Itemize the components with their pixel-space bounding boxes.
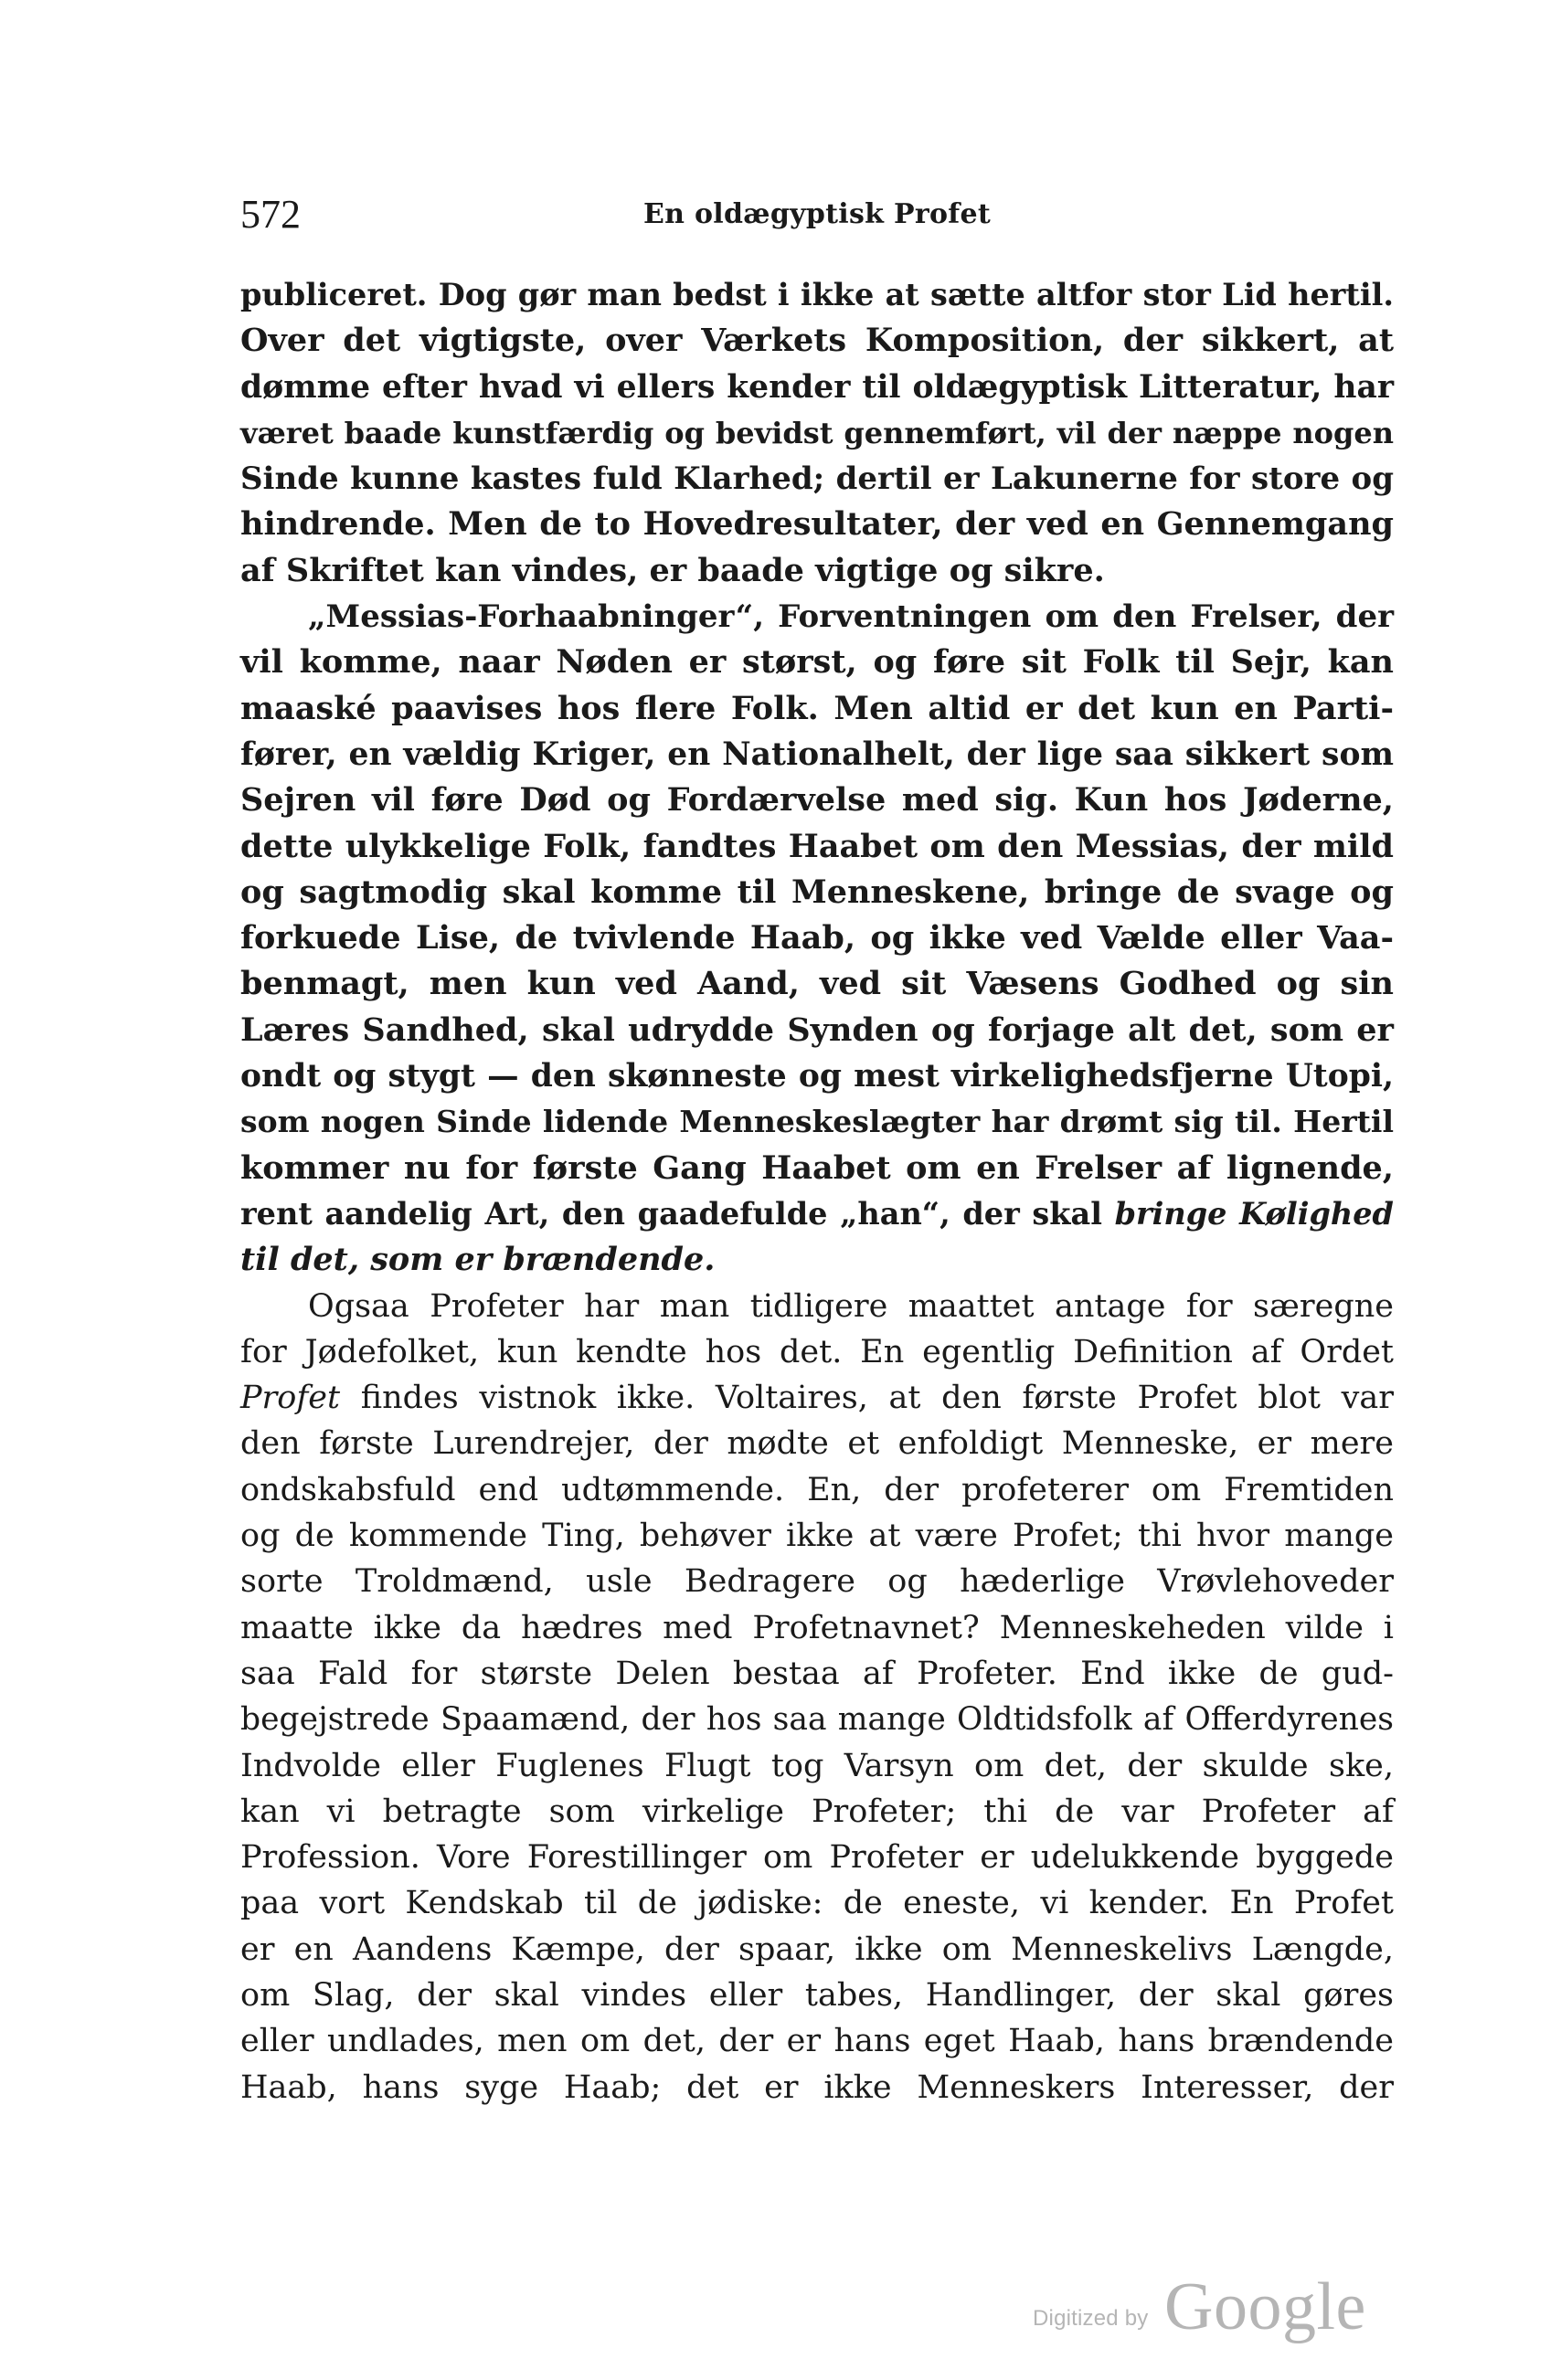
text-line: ondskabsfuld end udtømmende. En, der profeterer om Fremtiden: [240, 1471, 1394, 1508]
text-line: om Slag, der skal vindes eller tabes, Handlinger, der skal gøres: [240, 1976, 1394, 2014]
text-line: „Messias-Forhaabninger“, Forventningen om den Frelser, der: [308, 598, 1394, 636]
text-line: begejstrede Spaamænd, der hos saa mange Oldtidsfolk af Offerdyrenes: [240, 1701, 1394, 1739]
page-number: 572: [240, 192, 301, 237]
text-line: vil komme, naar Nøden er størst, og føre sit Folk til Sejr, kan: [240, 643, 1394, 682]
italic-phrase: bringe Kølighed: [1114, 1195, 1394, 1232]
text-line: maaské paavises hos flere Folk. Men altid er det kun en Parti-: [240, 689, 1394, 727]
text-line: Sejren vil føre Død og Fordærvelse med sig. Kun hos Jøderne,: [240, 781, 1394, 820]
text-line: som nogen Sinde lidende Menneskeslægter har drømt sig til. Hertil: [240, 1104, 1394, 1140]
text-line: Læres Sandhed, skal udrydde Synden og forjage alt det, som er: [240, 1010, 1394, 1049]
text-line: dømme efter hvad vi ellers kender til oldægyptisk Litteratur, har: [240, 368, 1394, 406]
digitized-label: Digitized by: [1033, 2306, 1149, 2331]
text-line-italic: til det, som er brændende.: [240, 1241, 716, 1279]
text-line: ondt og stygt — den skønneste og mest virkelighedsfjerne Utopi,: [240, 1058, 1394, 1095]
text-line: saa Fald for største Delen bestaa af Profeter. End ikke de gud-: [240, 1655, 1394, 1692]
text-line: sorte Troldmænd, usle Bedragere og hæderlige Vrøvlehoveder: [240, 1563, 1394, 1601]
text-line-with-italic: [240, 1375, 1394, 1421]
text-line: forkuede Lise, de tvivlende Haab, og ikke ved Vælde eller Vaa-: [240, 919, 1394, 957]
text-line: Over det vigtigste, over Værkets Komposition, der sikkert, at: [240, 322, 1394, 360]
running-head: [240, 187, 1394, 242]
text-line: og sagtmodig skal komme til Menneskene, bringe de svage og: [240, 873, 1394, 911]
text-line: Haab, hans syge Haab; det er ikke Menneskers Interesser, der: [240, 2068, 1394, 2106]
text-line: Ogsaa Profeter har man tidligere maattet antage for særegne: [308, 1287, 1394, 1325]
text-line: benmagt, men kun ved Aand, ved sit Væsens Godhed og sin: [240, 965, 1394, 1003]
text-line-with-italic: [240, 1191, 1394, 1237]
text-segment: findes vistnok ikke. Voltaires, at den første Profet blot var: [360, 1380, 1394, 1417]
text-line: Profession. Vore Forestillinger om Profeter er udelukkende byggede: [240, 1839, 1394, 1877]
text-line: for Jødefolket, kun kendte hos det. En egentlig Definition af Ordet: [240, 1333, 1394, 1370]
text-line: den første Lurendrejer, der mødte et enfoldigt Menneske, er mere: [240, 1425, 1394, 1463]
text-line: hindrende. Men de to Hovedresultater, der ved en Gennemgang: [240, 505, 1394, 544]
text-segment: rent aandelig Art, den gaadefulde „han“, der skal: [240, 1195, 1102, 1232]
text-line: været baade kunstfærdig og bevidst gennemført, vil der næppe nogen: [240, 415, 1394, 450]
digitized-watermark: [1033, 2266, 1380, 2348]
running-title: En oldægyptisk Profet: [642, 198, 992, 230]
text-line: er en Aandens Kæmpe, der spaar, ikke om Menneskelivs Længde,: [240, 1930, 1394, 1968]
text-line: Indvolde eller Fuglenes Flugt tog Varsyn om det, der skulde ske,: [240, 1747, 1394, 1784]
text-line: og de kommende Ting, behøver ikke at være Profet; thi hvor mange: [240, 1518, 1394, 1555]
text-line: fører, en vældig Kriger, en Nationalhelt, der lige saa sikkert som: [240, 735, 1394, 773]
text-line: eller undlades, men om det, der er hans eget Haab, hans brændende: [240, 2023, 1394, 2060]
text-line: publiceret. Dog gør man bedst i ikke at sætte altfor stor Lid hertil.: [240, 277, 1394, 312]
body-text: [240, 272, 1394, 2110]
text-line: kommer nu for første Gang Haabet om en Frelser af lignende,: [240, 1148, 1394, 1187]
text-line: Sinde kunne kastes fuld Klarhed; dertil er Lakunerne for store og: [240, 460, 1394, 498]
text-line: af Skriftet kan vindes, er baade vigtige og sikre.: [240, 551, 1105, 589]
italic-word: Profet: [240, 1380, 341, 1417]
text-line: paa vort Kendskab til de jødiske: de eneste, vi kender. En Profet: [240, 1885, 1394, 1922]
google-logo: Google: [1164, 2269, 1366, 2344]
text-line: maatte ikke da hædres med Profetnavnet? Menneskeheden vilde i: [240, 1609, 1394, 1646]
text-line: dette ulykkelige Folk, fandtes Haabet om den Messias, der mild: [240, 827, 1394, 865]
text-line: kan vi betragte som virkelige Profeter; thi de var Profeter af: [240, 1793, 1394, 1830]
